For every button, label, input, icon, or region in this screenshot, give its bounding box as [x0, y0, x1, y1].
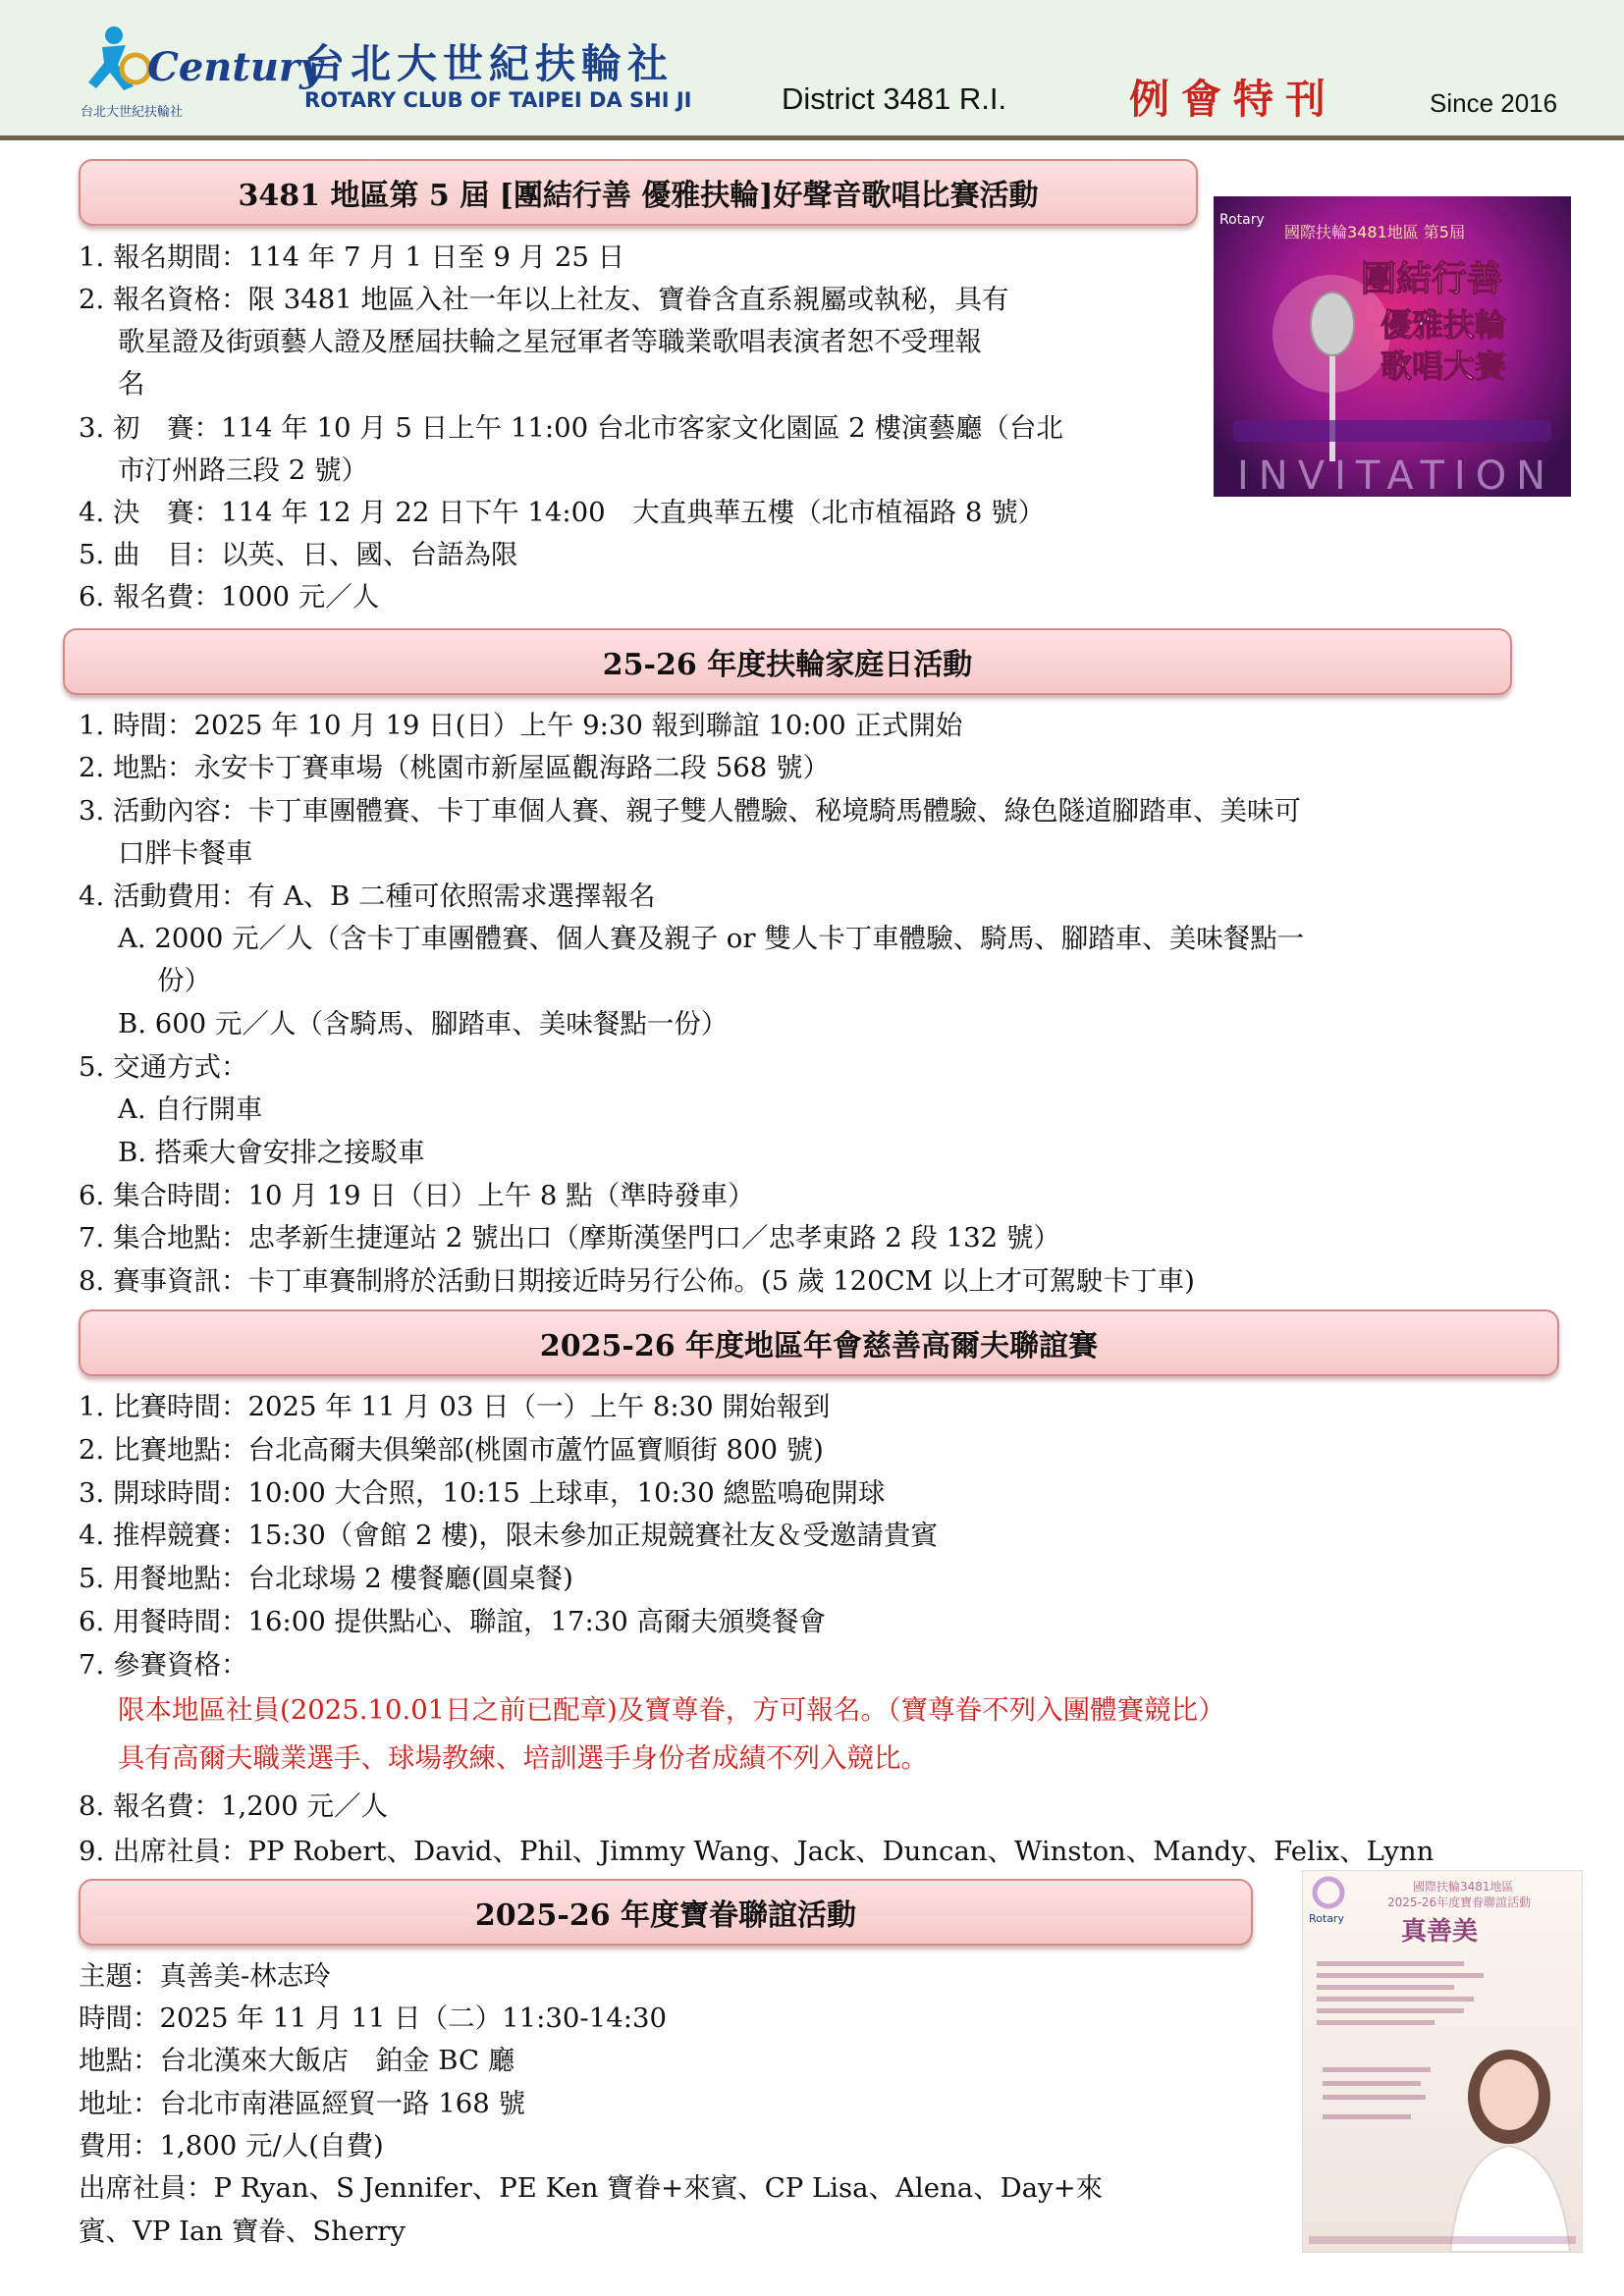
s1-line-7: 4. 決 賽：114 年 12 月 22 日下午 14:00 大直典華五樓（北市植福路 8 號）: [79, 497, 1046, 528]
s4-line-5: 費用：1,800 元/人(自費): [79, 2130, 384, 2162]
svg-text:Century: Century: [147, 44, 323, 90]
s1-line-3: 歌星證及街頭藝人證及歷屆扶輪之星冠軍者等職業歌唱表演者恕不受理報: [118, 326, 982, 357]
svg-text:2025-26年度寶眷聯誼活動: 2025-26年度寶眷聯誼活動: [1387, 1896, 1532, 1909]
s3-line-8: 限本地區社員(2025.10.01日之前已配章)及寶尊眷，方可報名。（寶尊眷不列入團體賽競比）: [118, 1694, 1225, 1726]
poster2-art: [1303, 1871, 1582, 2252]
svg-text:台北大世紀扶輪社: 台北大世紀扶輪社: [81, 105, 184, 120]
club-name-en: ROTARY CLUB OF TAIPEI DA SHI JI: [304, 88, 692, 112]
s3-line-3: 3. 開球時間：10:00 大合照，10:15 上球車，10:30 總監鳴砲開球: [79, 1477, 886, 1509]
s3-line-6: 6. 用餐時間：16:00 提供點心、聯誼，17:30 高爾夫頒獎餐會: [79, 1606, 826, 1637]
section-2-title: 25-26 年度扶輪家庭日活動: [63, 628, 1512, 695]
s2-line-8: B. 600 元／人（含騎馬、腳踏車、美味餐點一份）: [118, 1008, 729, 1040]
s4-line-7: 賓、VP Ian 寶眷、Sherry: [79, 2216, 406, 2247]
s1-line-8: 5. 曲 目：以英、日、國、台語為限: [79, 539, 518, 570]
s2-line-11: B. 搭乘大會安排之接駁車: [118, 1137, 425, 1168]
since-label: Since 2016: [1430, 88, 1558, 118]
s1-line-9: 6. 報名費：1000 元／人: [79, 581, 380, 613]
family-event-poster: [1302, 1870, 1583, 2253]
page-header: [0, 0, 1624, 140]
s3-line-7: 7. 參賽資格：: [79, 1649, 248, 1681]
svg-text:歌唱大賽: 歌唱大賽: [1380, 347, 1507, 385]
s3-line-4: 4. 推桿競賽：15:30（會館 2 樓)，限未參加正規競賽社友＆受邀請貴賓: [79, 1520, 938, 1551]
s1-line-5: 3. 初 賽：114 年 10 月 5 日上午 11:00 台北市客家文化園區 2 樓演藝廳（台北: [79, 412, 1063, 444]
s3-line-2: 2. 比賽地點：台北高爾夫俱樂部(桃園市蘆竹區寶順街 800 號): [79, 1434, 824, 1466]
section-4-title: 2025-26 年度寶眷聯誼活動: [79, 1879, 1253, 1946]
poster-art: [1214, 196, 1571, 497]
singing-contest-poster: [1214, 196, 1571, 497]
s2-line-4: 口胖卡餐車: [118, 837, 253, 869]
s3-line-9: 具有高爾夫職業選手、球場教練、培訓選手身份者成績不列入競比。: [118, 1742, 928, 1774]
svg-text:Rotary: Rotary: [1219, 212, 1265, 228]
section-3-title: 2025-26 年度地區年會慈善高爾夫聯誼賽: [79, 1309, 1559, 1376]
s2-line-14: 8. 賽事資訊：卡丁車賽制將於活動日期接近時另行公佈。(5 歲 120CM 以上才可駕駛卡丁車): [79, 1265, 1195, 1297]
svg-text:Rotary: Rotary: [1309, 1912, 1344, 1925]
s1-line-1: 1. 報名期間：114 年 7 月 1 日至 9 月 25 日: [79, 241, 625, 273]
s4-line-4: 地址：台北市南港區經貿一路 168 號: [79, 2088, 525, 2119]
svg-text:國際扶輪3481地區: 國際扶輪3481地區: [1413, 1880, 1514, 1894]
section-1-title: 3481 地區第 5 屆 [團結行善 優雅扶輪]好聲音歌唱比賽活動: [79, 159, 1198, 226]
s4-line-3: 地點：台北漢來大飯店 鉑金 BC 廳: [79, 2045, 515, 2076]
svg-text:團結行善: 團結行善: [1361, 258, 1503, 299]
s2-line-7: 份）: [157, 965, 211, 996]
s2-line-3: 3. 活動內容：卡丁車團體賽、卡丁車個人賽、親子雙人體驗、秘境騎馬體驗、綠色隧道腳踏車、美味可: [79, 795, 1301, 827]
s1-line-4: 名: [118, 368, 145, 400]
s4-line-2: 時間：2025 年 11 月 11 日（二）11:30-14:30: [79, 2002, 667, 2034]
s2-line-2: 2. 地點：永安卡丁賽車場（桃園市新屋區觀海路二段 568 號）: [79, 752, 830, 783]
svg-text:國際扶輪3481地區 第5屆: 國際扶輪3481地區 第5屆: [1284, 223, 1465, 241]
publication-title: 例會特刊: [1129, 76, 1337, 123]
s3-line-11: 9. 出席社員：PP Robert、David、Phil、Jimmy Wang、Jack、Duncan、Winston、Mandy、Felix、Lynn: [79, 1836, 1435, 1867]
s2-line-1: 1. 時間：2025 年 10 月 19 日(日）上午 9:30 報到聯誼 10:00 正式開始: [79, 710, 963, 741]
s3-line-10: 8. 報名費：1,200 元／人: [79, 1790, 388, 1822]
s2-line-6: A. 2000 元／人（含卡丁車團體賽、個人賽及親子 or 雙人卡丁車體驗、騎馬、腳踏車、美味餐點一: [118, 923, 1305, 954]
s1-line-2: 2. 報名資格：限 3481 地區入社一年以上社友、寶眷含直系親屬或執秘，具有: [79, 284, 1009, 315]
century-logo: [75, 18, 323, 122]
s3-line-1: 1. 比賽時間：2025 年 11 月 03 日（一）上午 8:30 開始報到: [79, 1391, 831, 1422]
district-label: District 3481 R.I.: [782, 81, 1007, 116]
s2-line-12: 6. 集合時間：10 月 19 日（日）上午 8 點（準時發車）: [79, 1180, 755, 1211]
s2-line-13: 7. 集合地點：忠孝新生捷運站 2 號出口（摩斯漢堡門口／忠孝東路 2 段 132 號）: [79, 1222, 1060, 1254]
club-name-cn: 台北大世紀扶輪社: [304, 40, 674, 87]
s2-line-5: 4. 活動費用：有 A、B 二種可依照需求選擇報名: [79, 881, 656, 912]
s2-line-10: A. 自行開車: [118, 1094, 263, 1125]
s3-line-5: 5. 用餐地點：台北球場 2 樓餐廳(圓桌餐): [79, 1563, 573, 1594]
svg-text:優雅扶輪: 優雅扶輪: [1380, 306, 1507, 344]
s4-line-1: 主題：真善美-林志玲: [79, 1960, 331, 1992]
svg-text:真善美: 真善美: [1401, 1917, 1479, 1947]
s2-line-9: 5. 交通方式：: [79, 1051, 248, 1083]
s4-line-6: 出席社員：P Ryan、S Jennifer、PE Ken 寶眷+來賓、CP Lisa、Alena、Day+來: [79, 2172, 1104, 2204]
s1-line-6: 市汀州路三段 2 號）: [118, 454, 368, 486]
svg-text:INVITATION: INVITATION: [1237, 454, 1556, 499]
